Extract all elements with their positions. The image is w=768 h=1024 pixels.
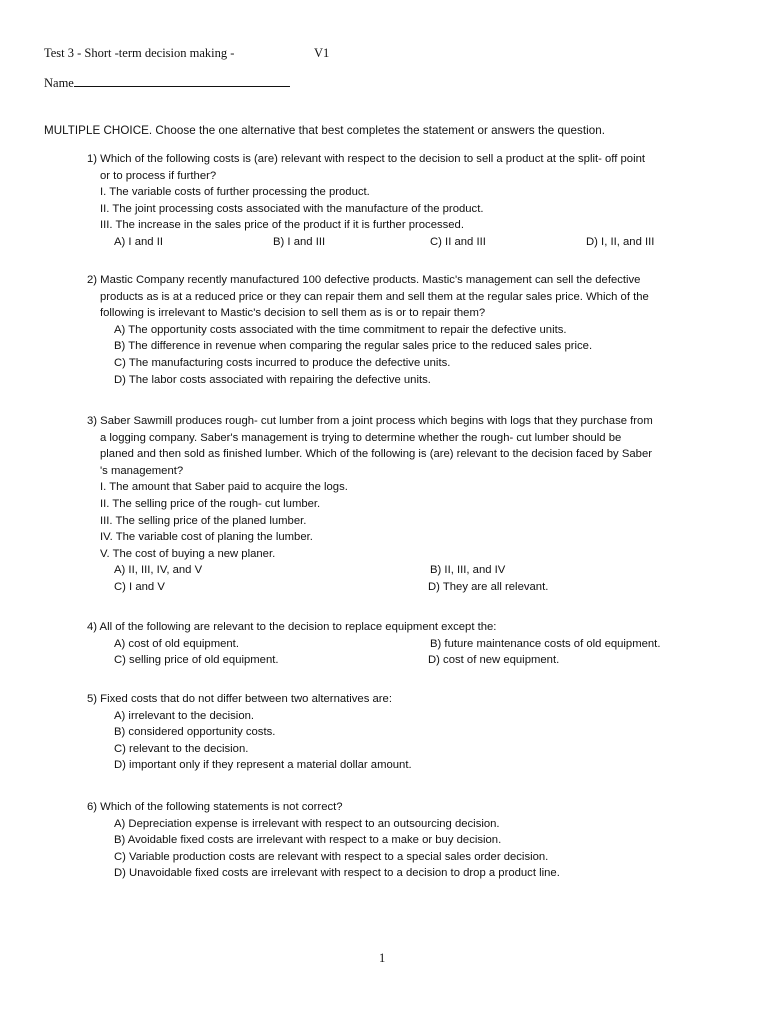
choice-b: B) future maintenance costs of old equipment.: [430, 637, 661, 650]
choice-c: C) relevant to the decision.: [114, 742, 249, 755]
choice-c: C) II and III: [430, 235, 486, 248]
choice-a: A) cost of old equipment.: [114, 637, 239, 650]
statement-item: III. The selling price of the planed lumber.: [100, 514, 307, 527]
choice-c: C) Variable production costs are relevant with respect to a special sales order decision.: [114, 850, 549, 863]
statement-item: IV. The variable cost of planing the lumber.: [100, 531, 313, 544]
choice-row: [87, 579, 727, 596]
name-underline: [74, 76, 290, 87]
stem-line: 1) Which of the following costs is (are) relevant with respect to the decision to sell a product at the split- off point: [87, 153, 646, 165]
stem-line: 5) Fixed costs that do not differ between two alternatives are:: [87, 693, 392, 705]
choice-c: C) selling price of old equipment.: [114, 654, 279, 667]
choice-d: D) Unavoidable fixed costs are irrelevant with respect to a decision to drop a product line.: [114, 867, 560, 880]
choice-row: [87, 234, 727, 251]
choice-d: D) I, II, and III: [586, 235, 655, 248]
stem-line: 's management?: [100, 464, 184, 477]
choice-b: B) considered opportunity costs.: [114, 726, 276, 739]
choice-d: D) important only if they represent a material dollar amount.: [114, 759, 412, 772]
statement-item: II. The selling price of the rough- cut lumber.: [100, 497, 321, 510]
question-stem: [87, 691, 727, 708]
stem-line: products as is at a reduced price or they can repair them and sell them at the regular sales price. Which of the: [100, 290, 649, 303]
statement-item: I. The variable costs of further processing the product.: [100, 186, 370, 199]
statement-item: II. The joint processing costs associated with the manufacture of the product.: [100, 202, 484, 215]
choice-row: [87, 652, 727, 669]
question-stem: [87, 151, 727, 184]
stem-line: or to process if further?: [100, 169, 217, 182]
choice-d: D) They are all relevant.: [428, 580, 549, 593]
stem-line: 6) Which of the following statements is not correct?: [87, 801, 343, 813]
choice-a: A) The opportunity costs associated with the time commitment to repair the defective units.: [114, 323, 567, 336]
question-3: [87, 413, 727, 596]
stem-line: 2) Mastic Company recently manufactured 100 defective products. Mastic's management can sell the defective: [87, 274, 641, 286]
instructions: MULTIPLE CHOICE. Choose the one alternative that best completes the statement or answers the question.: [44, 124, 606, 137]
question-stem: [87, 272, 727, 322]
version-label: V1: [314, 46, 330, 60]
test-title: Test 3 - Short -term decision making -: [44, 46, 235, 60]
choice-d: D) The labor costs associated with repairing the defective units.: [114, 373, 431, 386]
statement-item: V. The cost of buying a new planer.: [100, 547, 276, 560]
choice-row: [87, 636, 727, 653]
question-4: [87, 619, 727, 669]
choice-c: C) I and V: [114, 580, 165, 593]
question-stem: [87, 413, 727, 479]
stem-line: following is irrelevant to Mastic's decision to sell them as is or to repair them?: [100, 307, 486, 320]
page-number: 1: [379, 951, 386, 965]
choice-a: A) Depreciation expense is irrelevant with respect to an outsourcing decision.: [114, 817, 500, 830]
name-field: [44, 76, 290, 91]
choice-d: D) cost of new equipment.: [428, 654, 560, 667]
question-2: [87, 272, 727, 388]
question-5: [87, 691, 727, 774]
choice-a: A) irrelevant to the decision.: [114, 709, 255, 722]
choice-c: C) The manufacturing costs incurred to produce the defective units.: [114, 356, 451, 369]
stem-line: a logging company. Saber's management is trying to determine whether the rough- cut lumber should be: [100, 431, 622, 444]
choice-a: A) I and II: [114, 235, 163, 248]
stem-line: planed and then sold as finished lumber. Which of the following is (are) relevant to the decision faced by Saber: [100, 448, 652, 461]
question-1: [87, 151, 727, 251]
choice-b: B) Avoidable fixed costs are irrelevant with respect to a make or buy decision.: [114, 834, 502, 847]
choice-row: [87, 562, 727, 579]
stem-line: 4) All of the following are relevant to the decision to replace equipment except the:: [87, 621, 497, 633]
question-stem: [87, 799, 727, 816]
question-stem: [87, 619, 727, 636]
choice-b: B) The difference in revenue when comparing the regular sales price to the reduced sales price.: [114, 340, 593, 353]
question-6: [87, 799, 727, 882]
stem-line: 3) Saber Sawmill produces rough- cut lumber from a joint process which begins with logs that they purchase from: [87, 415, 653, 427]
statement-item: III. The increase in the sales price of the product if it is further processed.: [100, 219, 464, 232]
choice-b: B) II, III, and IV: [430, 564, 506, 577]
name-label: Name: [44, 76, 74, 90]
choice-a: A) II, III, IV, and V: [114, 564, 203, 577]
statement-item: I. The amount that Saber paid to acquire the logs.: [100, 481, 348, 494]
choice-b: B) I and III: [273, 235, 326, 248]
